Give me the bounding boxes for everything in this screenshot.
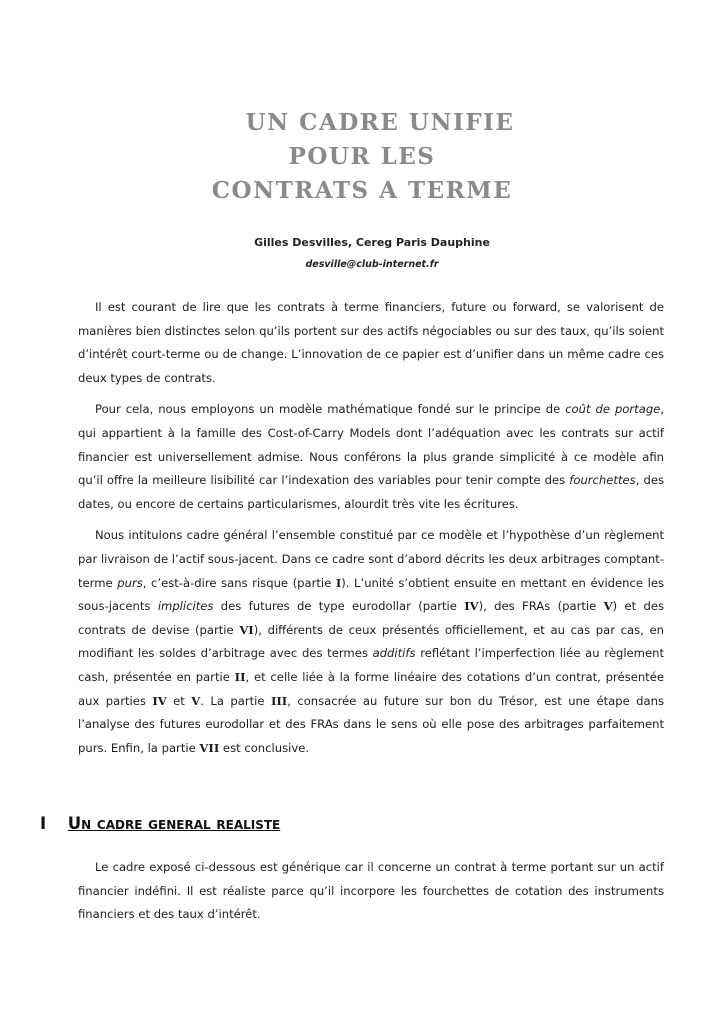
part-reference: V — [603, 599, 613, 614]
text-span: , consacrée au future sur bon du Trésor, est une étape dans l’analyse des futures eurodollar et des FRAs dans le sens où elle pose des arbitrages parfaitement purs. Enfin, la partie — [78, 693, 665, 755]
part-reference: IV — [152, 693, 167, 708]
section-heading — [40, 814, 280, 833]
part-reference: II — [234, 669, 246, 684]
text-span: , c’est-à-dire sans risque (partie — [142, 575, 336, 590]
text-span: et — [166, 693, 192, 708]
title-line-3: CONTRATS A TERME — [211, 177, 513, 204]
section-body — [78, 856, 664, 935]
author-line: Gilles Desvilles, Cereg Paris Dauphine — [254, 236, 490, 249]
part-reference: VII — [199, 740, 220, 755]
italic-term: coût de portage — [565, 402, 661, 417]
italic-term: implicites — [157, 599, 214, 614]
text-span: . La partie — [200, 693, 271, 708]
intro-paragraph-3 — [78, 524, 664, 760]
text-span: Nous intitulons cadre général l’ensemble constitué par ce modèle et l’hypothèse d’un règlement par livraison de l’actif sous-jacent. Dans ce cadre sont d’abord décrits les deux arbitrages comptant-terme — [78, 528, 664, 590]
section-title: Un cadre general realiste — [67, 814, 281, 833]
text-span: Pour cela, nous employons un modèle mathématique fondé sur le principe de — [95, 402, 566, 417]
section-number: I — [40, 814, 47, 833]
text-span: ), des FRAs (partie — [478, 599, 604, 614]
text-span: reflétant l’imperfection liée au règlement cash, présentée en partie — [78, 646, 664, 684]
text-span: des futures de type eurodollar (partie — [213, 599, 465, 614]
section-paragraph-1: Le cadre exposé ci-dessous est générique car il concerne un contrat à terme portant sur un actif financier indéfini. Il est réaliste parce qu’il incorpore les fourchettes de cotation des instruments financiers et des taux d’intérêt. — [78, 860, 664, 922]
italic-term: fourchettes — [569, 473, 636, 488]
italic-term: purs — [117, 575, 143, 590]
text-span: ) et des contrats de devise (partie — [78, 599, 664, 637]
part-reference: IV — [464, 599, 479, 614]
italic-term: additifs — [372, 646, 416, 661]
introduction — [78, 296, 664, 768]
part-reference: VI — [239, 622, 254, 637]
part-reference: V — [191, 693, 201, 708]
text-span: , et celle liée à la forme linéaire des cotations d’un contrat, présentée aux parties — [78, 669, 664, 708]
title-line-2: POUR LES — [288, 143, 436, 170]
author-email: desville@club-internet.fr — [305, 259, 439, 270]
title-line-1: UN CADRE UNIFIE — [245, 109, 515, 136]
text-span: ), différents de ceux présentés officiellement, et au cas par cas, en modifiant les soldes d’arbitrage avec des termes — [78, 622, 664, 661]
paper-title — [0, 106, 724, 208]
text-span: est conclusive. — [219, 740, 310, 755]
part-reference: III — [270, 693, 288, 708]
text-span: , qui appartient à la famille des Cost-of-Carry Models dont l’adéquation avec les contrats sur actif financier est universellement admise. Nous conférons la plus grande simplicité à ce modèle afin qu’il offre la meilleure lisibilité car l’indexation des variables pour tenir compte des — [78, 402, 664, 488]
intro-paragraph-1: Il est courant de lire que les contrats à terme financiers, future ou forward, se valorisent de manières bien distinctes selon qu’ils portent sur des actifs négociables ou sur des taux, qu’ils soient d’intérêt court-terme ou de change. L’innovation de ce papier est d’unifier dans un même cadre ces deux types de contrats. — [78, 300, 664, 385]
text-span: , des dates, ou encore de certains particularismes, alourdit très vite les écritures. — [78, 473, 665, 511]
part-reference: I — [335, 575, 342, 590]
text-span: ). L’unité s’obtient ensuite en mettant en évidence les sous-jacents — [78, 575, 664, 614]
intro-paragraph-2 — [78, 398, 664, 516]
